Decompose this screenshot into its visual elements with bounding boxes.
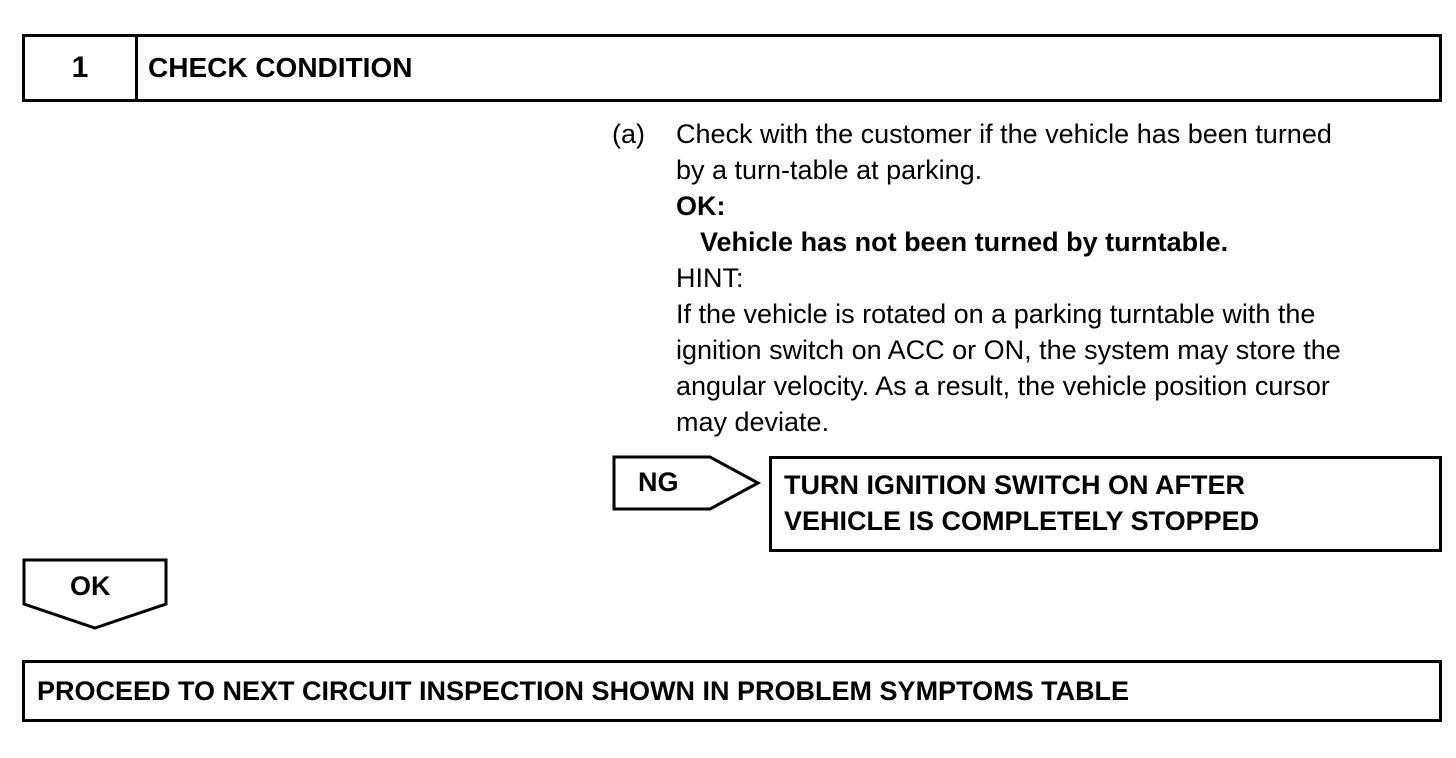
ok-criteria-label: OK: (676, 191, 726, 221)
step-title: CHECK CONDITION (148, 52, 413, 83)
hint-label: HINT: (676, 263, 744, 293)
step-header (22, 34, 1442, 102)
procedure-section (612, 116, 1442, 440)
ng-result-line: VEHICLE IS COMPLETELY STOPPED (784, 506, 1260, 536)
step-number: 1 (25, 37, 138, 99)
ok-criteria-text: Vehicle has not been turned by turntable. (700, 227, 1229, 257)
ng-result-line: TURN IGNITION SWITCH ON AFTER (784, 470, 1245, 500)
procedure-text-line: by a turn-table at parking. (676, 155, 983, 185)
procedure-marker: (a) (612, 119, 645, 149)
hint-text-line: If the vehicle is rotated on a parking turntable with the (676, 299, 1316, 329)
hint-text-line: ignition switch on ACC or ON, the system may store the (676, 335, 1341, 365)
procedure-text-line: Check with the customer if the vehicle has been turned (676, 119, 1332, 149)
hint-text-line: may deviate. (676, 407, 830, 437)
ok-result-box: PROCEED TO NEXT CIRCUIT INSPECTION SHOWN IN PROBLEM SYMPTOMS TABLE (22, 660, 1442, 722)
ng-arrow-icon (612, 455, 762, 511)
ng-label: NG (638, 467, 679, 497)
ng-result-box (769, 456, 1442, 552)
hint-text-line: angular velocity. As a result, the vehicle position cursor (676, 371, 1330, 401)
ok-label: OK (70, 571, 111, 601)
